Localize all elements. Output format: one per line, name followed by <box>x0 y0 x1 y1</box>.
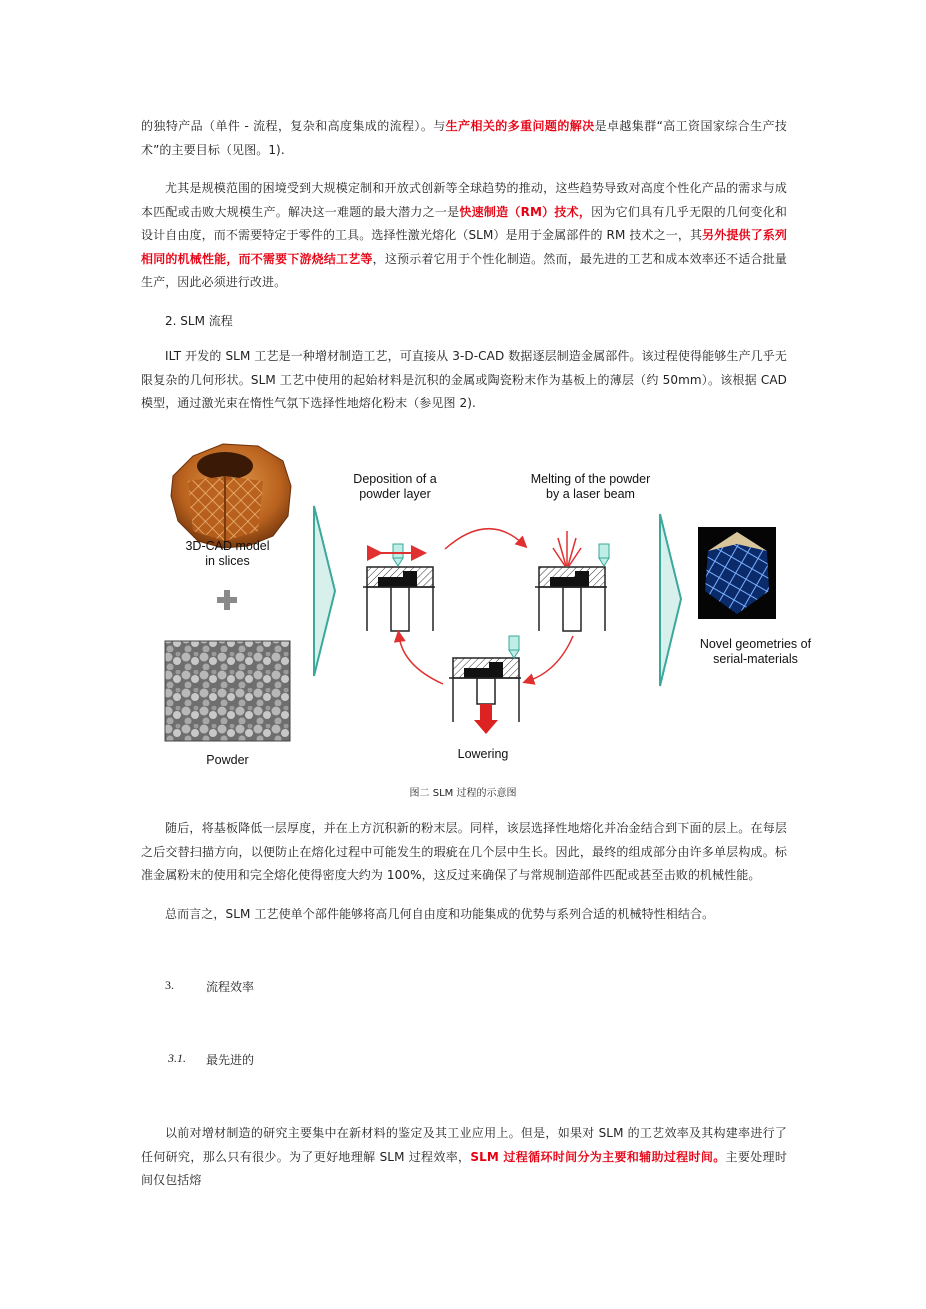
p6-text-a: 以前对增材制造的研究主要集中在新材料的鉴定及其工业应用上。但是，如果对 SLM 的工艺效率及其构建率进行了任何研究，那么只有很少。为了更好地理解 SLM 过程效率， <box>141 1126 787 1164</box>
p2-text-a: 尤其是规模范围的困境受到大规模定制和开放式创新等全球趋势的推动，这些趋势导致对高度个性化产品的需求与成本匹配或击败大规模生产。解决这一难题的最大潜力之一是 <box>141 181 787 219</box>
paragraph-2 <box>141 177 787 295</box>
deposition-line-1: Deposition of a <box>353 472 437 486</box>
deposition-label <box>335 472 455 502</box>
plus-icon <box>217 590 237 610</box>
powder-label: Powder <box>206 753 249 767</box>
p1-text-c: 是卓越集群“高工资国家综合生产技术”的主要目标（见图。1). <box>141 119 787 157</box>
novel-geometry-image <box>698 527 776 619</box>
p2-highlight-mechanical: 另外提供了系列相同的机械性能，而不需要下游烧结工艺等 <box>141 228 787 266</box>
section-heading-2: 2. SLM 流程 <box>165 314 233 328</box>
slm-process-diagram <box>163 436 818 771</box>
section-number-3: 3. <box>165 978 174 992</box>
lowering-machine <box>449 636 521 734</box>
powder-sem-image <box>165 641 290 741</box>
section-heading-3: 流程效率 <box>206 980 255 994</box>
cad-label-line-2: in slices <box>205 554 250 568</box>
deposition-line-2: powder layer <box>359 487 431 501</box>
melting-machine <box>535 531 609 631</box>
paragraph-3: ILT 开发的 SLM 工艺是一种增材制造工艺，可直接从 3-D-CAD 数据逐层制造金属部件。该过程使得能够生产几乎无限复杂的几何形状。SLM 工艺中使用的起始材料是沉积的金属或陶瓷粉末作为基板上的薄层（约 50mm）。该根据 CAD 模型，通过激光束在惰性气氛下选择性地熔化粉末（参见图 2). <box>141 349 787 410</box>
cycle-arrow-top <box>445 529 523 549</box>
p6-text-c: 主要处理时间仅包括熔 <box>141 1149 787 1187</box>
p2-highlight-rm: 快速制造（RM）技术， <box>459 204 592 219</box>
cad-model-image <box>171 444 291 548</box>
novel-line-1: Novel geometries of <box>699 637 812 651</box>
paragraph-5: 总而言之，SLM 工艺使单个部件能够将高几何自由度和功能集成的优势与系列合适的机械特性相结合。 <box>165 907 715 921</box>
p6-highlight: SLM 过程循环时间分为主要和辅助过程时间。 <box>470 1149 726 1164</box>
p2-text-e: ，这预示着它用于个性化制造。然而，最先进的工艺和成本效率还不适合批量生产，因此必须进行改进。 <box>141 251 788 289</box>
novel-line-2: serial-materials <box>713 652 798 666</box>
section-number-3-1: 3.1. <box>168 1051 186 1065</box>
slm-process-figure <box>163 436 818 771</box>
paragraph-1 <box>141 115 787 162</box>
teal-arrow-left <box>314 506 335 676</box>
deposition-machine <box>363 544 435 631</box>
cad-model-label <box>165 539 290 569</box>
cycle-arrow-left <box>399 636 443 684</box>
teal-arrow-right <box>660 514 681 686</box>
lowering-label: Lowering <box>457 747 509 761</box>
melting-line-1: Melting of the powder <box>530 472 651 486</box>
p1-text-a: 的独特产品（单件 - 流程，复杂和高度集成的流程）。与 <box>141 119 446 133</box>
figure-caption: 图二 SLM 过程的示意图 <box>409 788 517 799</box>
paragraph-4: 随后，将基板降低一层厚度，并在上方沉积新的粉末层。同样，该层选择性地熔化并冶金结合到下面的层上。在每层之后交替扫描方向，以便防止在熔化过程中可能发生的瑕疵在几个层中生长。因此，最终的组成部分由许多单层构成。标准金属粉末的使用和完全熔化使得密度大约为 100%，这反过来确保了与常规制造部件匹配或甚至击败的机械性能。 <box>141 821 787 882</box>
novel-geometries-label <box>688 637 823 667</box>
paragraph-6 <box>141 1122 787 1193</box>
cycle-arrow-right <box>528 636 573 681</box>
section-heading-3-1: 最先进的 <box>206 1053 255 1067</box>
p2-text-c: 因为它们具有几乎无限的几何变化和设计自由度，而不需要特定于零件的工具。选择性激光熔化（SLM）是用于金属部件的 RM 技术之一，其 <box>141 204 787 242</box>
p1-highlight: 生产相关的多重问题的解决 <box>445 119 595 133</box>
melting-label <box>513 472 668 502</box>
cad-label-line-1: 3D-CAD model <box>185 539 270 553</box>
melting-line-2: by a laser beam <box>546 487 635 501</box>
